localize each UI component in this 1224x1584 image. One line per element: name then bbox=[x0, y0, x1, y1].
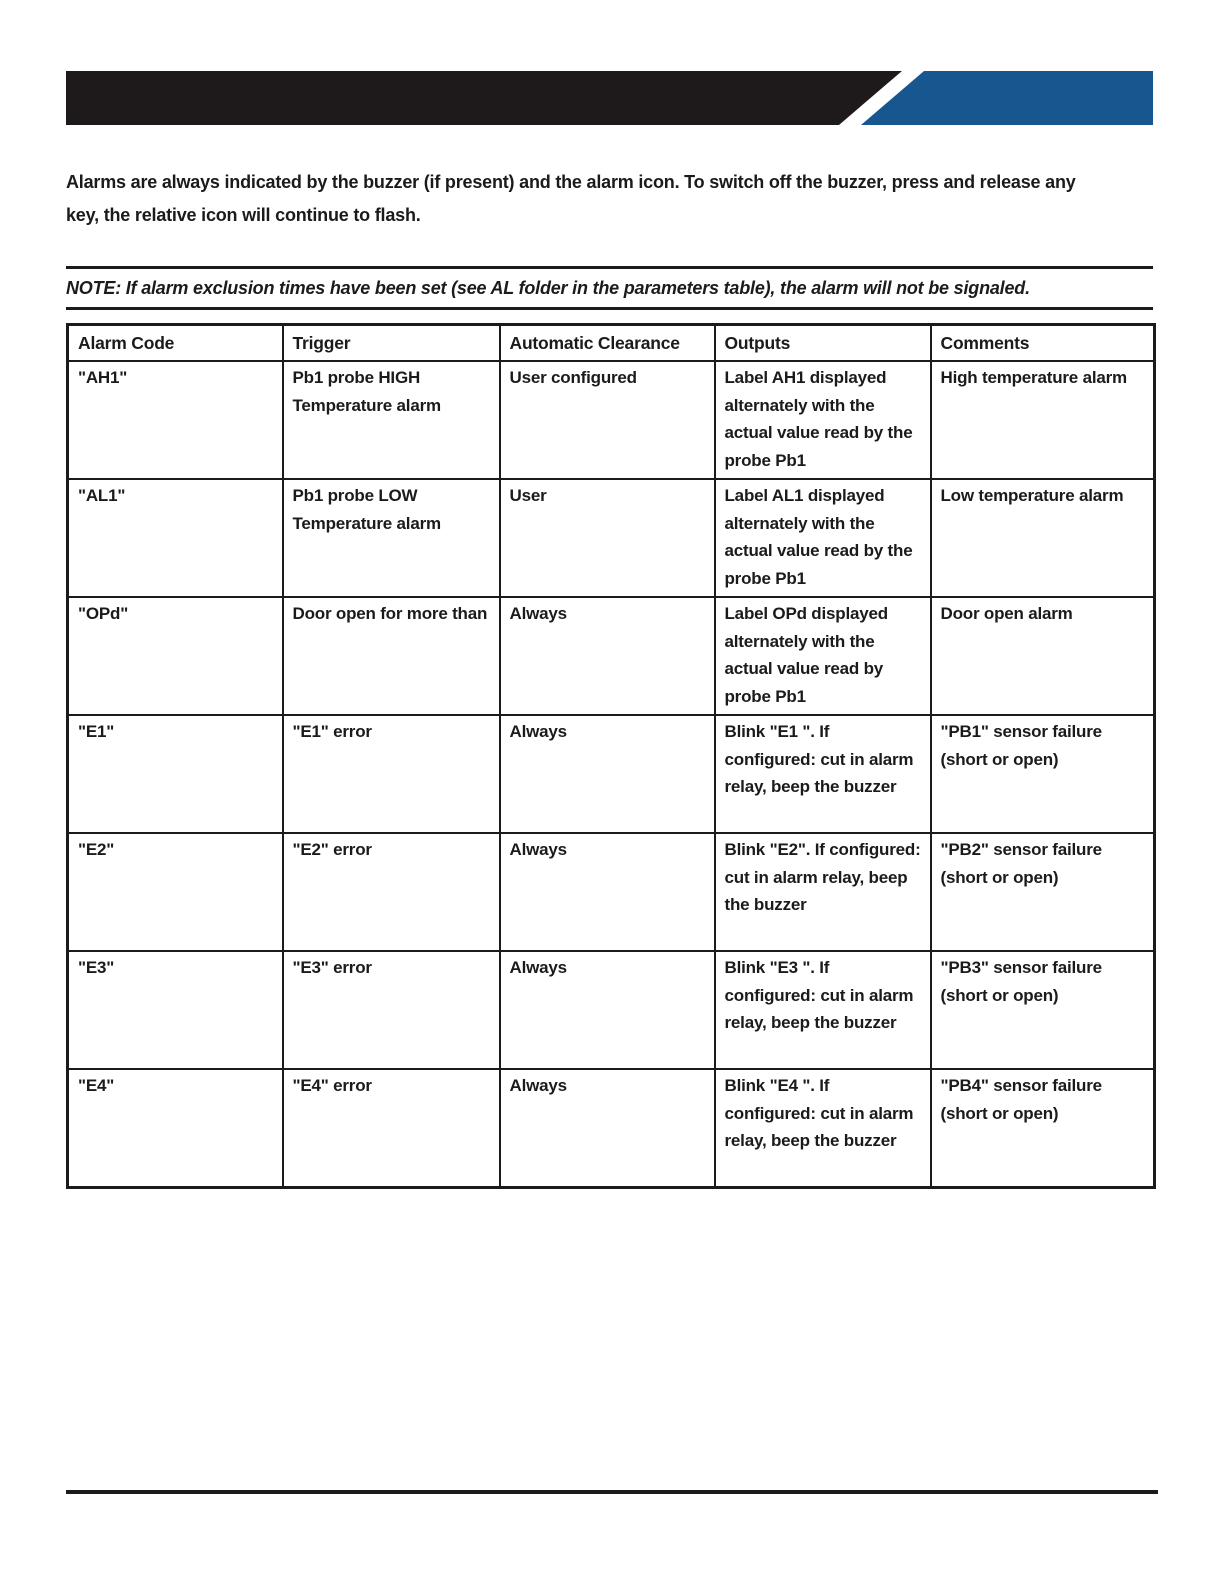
table-cell: "E3" bbox=[68, 951, 283, 1069]
table-cell: User configured bbox=[500, 361, 715, 479]
table-row bbox=[68, 1069, 1155, 1187]
table-row bbox=[68, 715, 1155, 833]
table-header-cell: Trigger bbox=[283, 325, 500, 362]
table-row bbox=[68, 597, 1155, 715]
table-cell: "E3" error bbox=[283, 951, 500, 1069]
table-cell: "E1" error bbox=[283, 715, 500, 833]
table-row bbox=[68, 479, 1155, 597]
table-cell: Door open for more than bbox=[283, 597, 500, 715]
table-cell: Blink "E4 ". If configured: cut in alarm relay, beep the buzzer bbox=[715, 1069, 931, 1187]
table-cell: "PB4" sensor failure (short or open) bbox=[931, 1069, 1155, 1187]
alarm-table-head bbox=[68, 325, 1155, 362]
table-cell: Pb1 probe HIGH Temperature alarm bbox=[283, 361, 500, 479]
table-cell: Always bbox=[500, 951, 715, 1069]
table-cell: Label AL1 displayed alternately with the actual value read by the probe Pb1 bbox=[715, 479, 931, 597]
alarm-table-container bbox=[66, 323, 1156, 1189]
table-cell: "E4" bbox=[68, 1069, 283, 1187]
header-banner bbox=[66, 71, 1153, 125]
table-cell: "E1" bbox=[68, 715, 283, 833]
table-header-cell: Outputs bbox=[715, 325, 931, 362]
table-cell: User bbox=[500, 479, 715, 597]
table-cell: Always bbox=[500, 1069, 715, 1187]
table-cell: "AH1" bbox=[68, 361, 283, 479]
table-cell: "AL1" bbox=[68, 479, 283, 597]
table-row bbox=[68, 361, 1155, 479]
table-header-cell: Comments bbox=[931, 325, 1155, 362]
table-cell: Always bbox=[500, 833, 715, 951]
table-cell: Always bbox=[500, 597, 715, 715]
table-cell: Pb1 probe LOW Temperature alarm bbox=[283, 479, 500, 597]
table-header-row bbox=[68, 325, 1155, 362]
table-cell: Always bbox=[500, 715, 715, 833]
table-cell: Blink "E3 ". If configured: cut in alarm relay, beep the buzzer bbox=[715, 951, 931, 1069]
table-header-cell: Automatic Clearance bbox=[500, 325, 715, 362]
table-cell: High temperature alarm bbox=[931, 361, 1155, 479]
table-cell: Label AH1 displayed alternately with the actual value read by the probe Pb1 bbox=[715, 361, 931, 479]
table-row bbox=[68, 833, 1155, 951]
table-cell: Blink "E2". If configured: cut in alarm relay, beep the buzzer bbox=[715, 833, 931, 951]
intro-paragraph: Alarms are always indicated by the buzzer (if present) and the alarm icon. To switch off the buzzer, press and release any key, the relative icon will continue to flash. bbox=[66, 172, 1076, 225]
table-cell: "PB1" sensor failure (short or open) bbox=[931, 715, 1155, 833]
table-cell: "PB3" sensor failure (short or open) bbox=[931, 951, 1155, 1069]
alarm-table bbox=[66, 323, 1156, 1189]
table-row bbox=[68, 951, 1155, 1069]
table-cell: Door open alarm bbox=[931, 597, 1155, 715]
table-cell: Blink "E1 ". If configured: cut in alarm relay, beep the buzzer bbox=[715, 715, 931, 833]
table-cell: "OPd" bbox=[68, 597, 283, 715]
table-cell: Low temperature alarm bbox=[931, 479, 1155, 597]
table-cell: "PB2" sensor failure (short or open) bbox=[931, 833, 1155, 951]
table-header-cell: Alarm Code bbox=[68, 325, 283, 362]
table-cell: "E2" bbox=[68, 833, 283, 951]
alarm-table-body bbox=[68, 361, 1155, 1187]
note-block bbox=[66, 266, 1153, 310]
table-cell: "E4" error bbox=[283, 1069, 500, 1187]
table-cell: "E2" error bbox=[283, 833, 500, 951]
table-cell: Label OPd displayed alternately with the actual value read by probe Pb1 bbox=[715, 597, 931, 715]
note-text: NOTE: If alarm exclusion times have been set (see AL folder in the parameters table), the alarm will not be signaled. bbox=[66, 278, 1030, 298]
footer-rule bbox=[66, 1490, 1158, 1494]
